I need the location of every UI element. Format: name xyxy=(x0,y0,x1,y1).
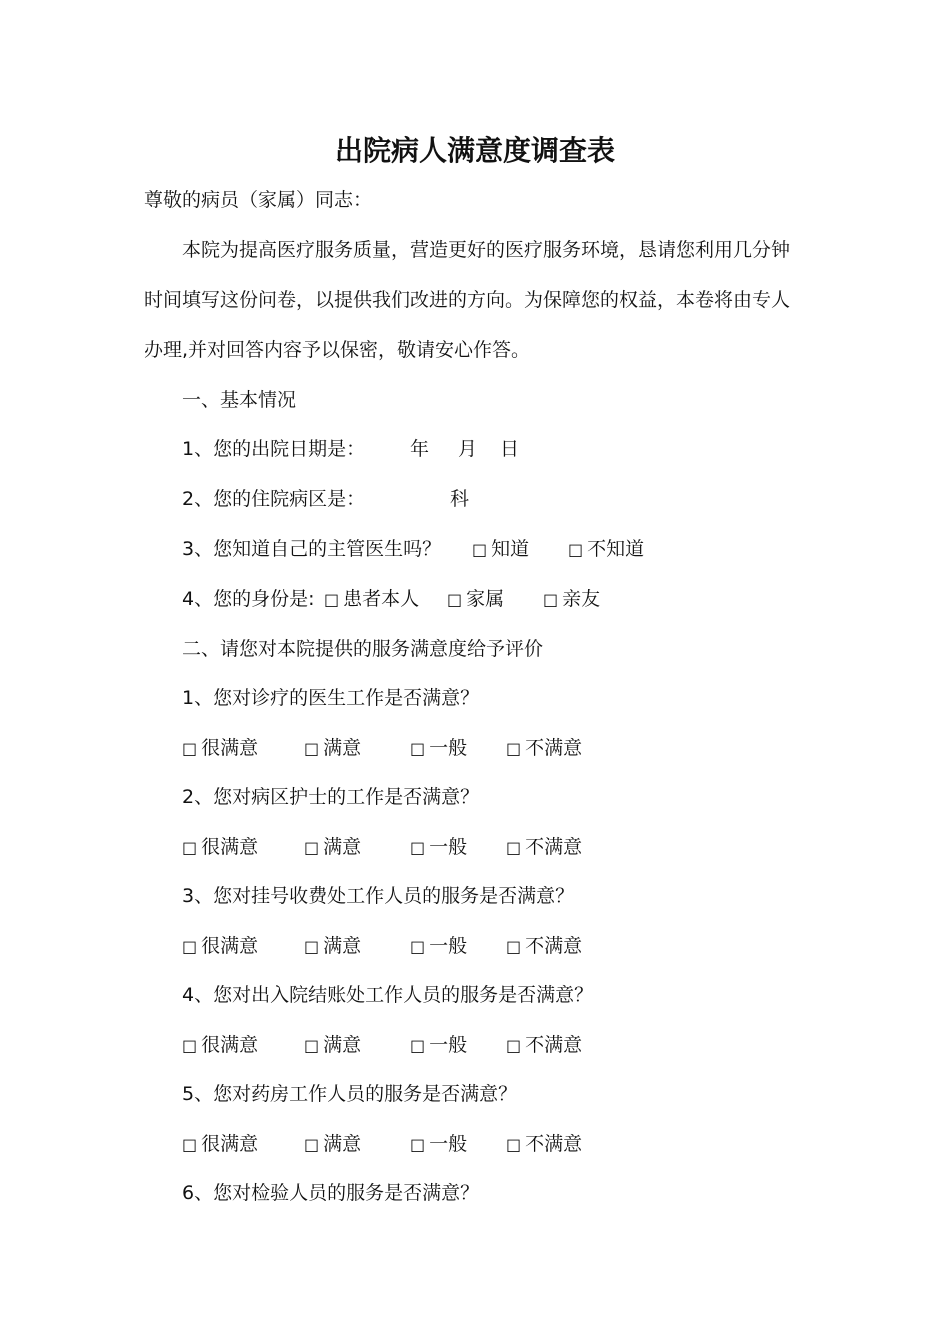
identity-question xyxy=(182,587,682,611)
section1-heading: 一、基本情况 xyxy=(182,389,297,411)
discharge-date-question xyxy=(182,437,582,461)
rating-option-1-3[interactable]: □ 一般 xyxy=(410,737,468,759)
option-patient[interactable]: □ 患者本人 xyxy=(324,588,420,610)
checkbox-icon[interactable]: □ xyxy=(304,1135,320,1154)
identity-label: 4、您的身份是: xyxy=(182,588,315,610)
checkbox-icon[interactable]: □ xyxy=(304,937,320,956)
discharge-day-field[interactable]: 日 xyxy=(500,438,520,460)
checkbox-icon[interactable]: □ xyxy=(410,739,426,758)
rating-question-4: 4、您对出入院结账处工作人员的服务是否满意？ xyxy=(182,984,594,1006)
checkbox-icon[interactable]: □ xyxy=(543,590,559,609)
checkbox-icon[interactable]: □ xyxy=(410,937,426,956)
rating-option-2-4[interactable]: □ 不满意 xyxy=(506,836,583,858)
checkbox-icon[interactable]: □ xyxy=(506,1036,522,1055)
rating-option-4-3[interactable]: □ 一般 xyxy=(410,1034,468,1056)
discharge-month-field[interactable]: 月 xyxy=(458,438,478,460)
checkbox-icon[interactable]: □ xyxy=(304,739,320,758)
intro-line-3: 办理,并对回答内容予以保密，敬请安心作答。 xyxy=(144,339,531,361)
rating-option-1-2[interactable]: □ 满意 xyxy=(304,737,362,759)
checkbox-icon[interactable]: □ xyxy=(568,540,584,559)
checkbox-icon[interactable]: □ xyxy=(304,838,320,857)
rating-question-2: 2、您对病区护士的工作是否满意？ xyxy=(182,786,480,808)
greeting: 尊敬的病员（家属）同志： xyxy=(144,189,373,211)
option-dont-know[interactable]: □ 不知道 xyxy=(568,538,645,560)
attending-doctor-question xyxy=(182,537,682,561)
checkbox-icon[interactable]: □ xyxy=(182,838,198,857)
checkbox-icon[interactable]: □ xyxy=(506,838,522,857)
section2-heading: 二、请您对本院提供的服务满意度给予评价 xyxy=(182,638,544,660)
option-relative-friend[interactable]: □ 亲友 xyxy=(543,588,601,610)
checkbox-icon[interactable]: □ xyxy=(472,540,488,559)
intro-line-1: 本院为提高医疗服务质量，营造更好的医疗服务环境，恳请您利用几分钟 xyxy=(182,239,791,261)
discharge-date-label: 1、您的出院日期是： xyxy=(182,438,366,460)
rating-option-4-4[interactable]: □ 不满意 xyxy=(506,1034,583,1056)
option-know[interactable]: □ 知道 xyxy=(472,538,530,560)
option-family[interactable]: □ 家属 xyxy=(447,588,505,610)
checkbox-icon[interactable]: □ xyxy=(506,937,522,956)
rating-option-2-3[interactable]: □ 一般 xyxy=(410,836,468,858)
rating-question-6: 6、您对检验人员的服务是否满意？ xyxy=(182,1182,480,1204)
rating-option-5-1[interactable]: □ 很满意 xyxy=(182,1133,259,1155)
ward-question xyxy=(182,487,582,511)
rating-question-1: 1、您对诊疗的医生工作是否满意？ xyxy=(182,687,480,709)
ward-label: 2、您的住院病区是： xyxy=(182,488,366,510)
checkbox-icon[interactable]: □ xyxy=(410,1036,426,1055)
rating-option-4-1[interactable]: □ 很满意 xyxy=(182,1034,259,1056)
rating-option-3-3[interactable]: □ 一般 xyxy=(410,935,468,957)
checkbox-icon[interactable]: □ xyxy=(182,739,198,758)
checkbox-icon[interactable]: □ xyxy=(447,590,463,609)
checkbox-icon[interactable]: □ xyxy=(410,1135,426,1154)
rating-option-1-1[interactable]: □ 很满意 xyxy=(182,737,259,759)
checkbox-icon[interactable]: □ xyxy=(506,1135,522,1154)
attending-doctor-label: 3、您知道自己的主管医生吗？ xyxy=(182,538,442,560)
discharge-year-field[interactable]: 年 xyxy=(410,438,430,460)
rating-option-5-4[interactable]: □ 不满意 xyxy=(506,1133,583,1155)
rating-option-5-2[interactable]: □ 满意 xyxy=(304,1133,362,1155)
checkbox-icon[interactable]: □ xyxy=(182,1135,198,1154)
page-title: 出院病人满意度调查表 xyxy=(334,134,615,167)
checkbox-icon[interactable]: □ xyxy=(182,1036,198,1055)
intro-line-2: 时间填写这份问卷，以提供我们改进的方向。为保障您的权益，本卷将由专人 xyxy=(144,289,791,311)
checkbox-icon[interactable]: □ xyxy=(304,1036,320,1055)
checkbox-icon[interactable]: □ xyxy=(410,838,426,857)
ward-department-field[interactable]: 科 xyxy=(450,488,470,510)
rating-option-3-2[interactable]: □ 满意 xyxy=(304,935,362,957)
rating-option-3-4[interactable]: □ 不满意 xyxy=(506,935,583,957)
checkbox-icon[interactable]: □ xyxy=(182,937,198,956)
rating-option-1-4[interactable]: □ 不满意 xyxy=(506,737,583,759)
checkbox-icon[interactable]: □ xyxy=(324,590,340,609)
rating-option-4-2[interactable]: □ 满意 xyxy=(304,1034,362,1056)
rating-question-5: 5、您对药房工作人员的服务是否满意？ xyxy=(182,1083,518,1105)
rating-option-5-3[interactable]: □ 一般 xyxy=(410,1133,468,1155)
rating-option-2-1[interactable]: □ 很满意 xyxy=(182,836,259,858)
checkbox-icon[interactable]: □ xyxy=(506,739,522,758)
rating-option-2-2[interactable]: □ 满意 xyxy=(304,836,362,858)
rating-question-3: 3、您对挂号收费处工作人员的服务是否满意？ xyxy=(182,885,575,907)
rating-option-3-1[interactable]: □ 很满意 xyxy=(182,935,259,957)
